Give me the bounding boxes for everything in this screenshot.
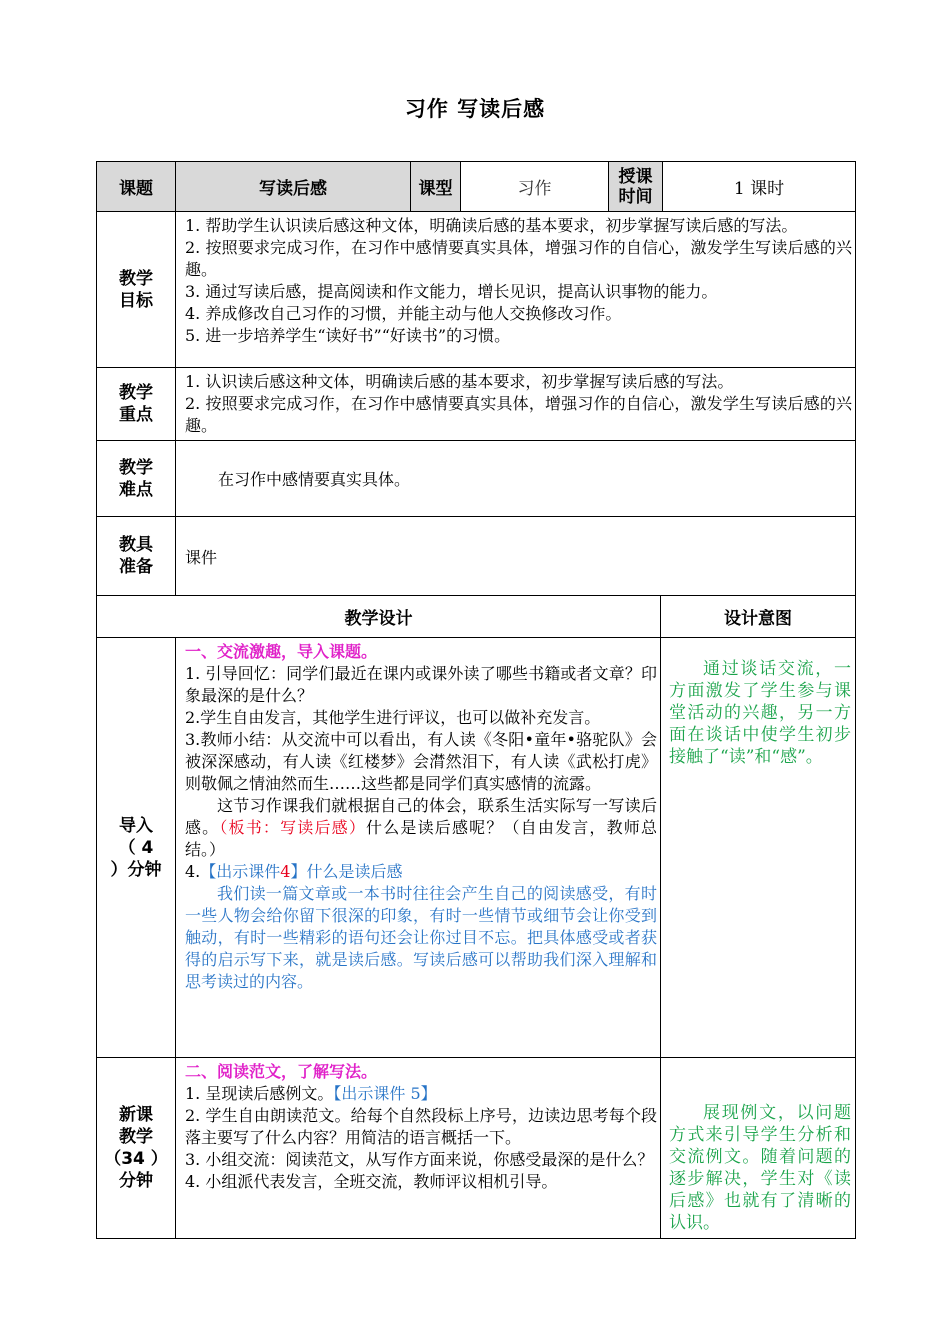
topic-label: 课题 [97,162,176,212]
section1-p6: 我们读一篇文章或一本书时往往会产生自己的阅读感受，有时一些人物会给你留下很深的印象，有时一些情节或细节会让你受到触动，有时一些精彩的语句还会让你过目不忘。把具体感受或者获得的启示写下来，就是读后感。写读后感可以帮助我们深入理解和思考读过的内容。 [185,884,657,991]
section1-label-b: （ 4 [118,837,154,858]
intent-header: 设计意图 [661,596,856,638]
section2-p4: 4. 小组派代表发言，全班交流，教师评议相机引导。 [185,1172,558,1191]
section1-p2: 2.学生自由发言，其他学生进行评议，也可以做补充发言。 [185,708,601,727]
type-label: 课型 [411,162,461,212]
courseware-number: 4 [280,862,291,881]
section1-p4-text-b: 什么是读后感呢？（自由发言，教师总结。） [185,818,657,859]
key-point-item: 2. 按照要求完成习作，在习作中感情要真实具体，增强习作的自信心，激发学生写读后感的兴趣。 [185,394,852,435]
section1-p3: 3.教师小结：从交流中可以看出，有人读《冬阳•童年•骆驼队》会被深深感动，有人读《红楼梦》会潸然泪下，有人读《武松打虎》则敬佩之情油然而生……这些都是同学们真实感情的流露。 [185,730,657,793]
section1-content [176,638,661,1058]
goal-item: 4. 养成修改自己习作的习惯，并能主动与他人交换修改习作。 [185,304,622,323]
section2-label-d: 分钟 [119,1171,153,1191]
goal-item: 5. 进一步培养学生“读好书”“好读书”的习惯。 [185,326,511,345]
section1-row [97,638,856,1058]
section2-content [176,1058,661,1239]
section1-intent: 通过谈话交流，一方面激发了学生参与课堂活动的兴趣，另一方面在谈话中使学生初步接触了“读”和“感”。 [661,638,856,1058]
section2-p3: 3. 小组交流：阅读范文，从写作方面来说，你感受最深的是什么？ [185,1150,654,1169]
board-note: （板书：写读后感） [219,818,367,837]
document-title: 习作 写读后感 [404,97,546,121]
section1-label-c: ）分钟 [110,859,162,880]
header-row [97,162,856,212]
key-points-content [176,368,856,441]
difficulty-content: 在习作中感情要真实具体。 [176,441,856,517]
lesson-plan-table [96,161,856,1239]
goal-item: 1. 帮助学生认识读后感这种文体，明确读后感的基本要求，初步掌握写读后感的写法。 [185,216,798,235]
section1-p4 [185,795,657,861]
section2-label [97,1058,176,1239]
difficulty-row [97,441,856,517]
goals-label: 教学目标 [97,212,176,368]
goals-row [97,212,856,368]
key-points-row [97,368,856,441]
section2-label-b: 教学 [119,1127,153,1147]
section1-label [97,638,176,1058]
section1-heading: 一、交流激趣，导入课题。 [185,642,378,661]
section2-p1-text: 1. 呈现读后感例文。 [185,1084,334,1103]
section2-p2: 2. 学生自由朗读范文。给每个自然段标上序号，边读边思考每个段落主要写了什么内容？用简洁的语言概括一下。 [185,1106,657,1147]
section1-p5 [185,861,657,883]
type-value: 习作 [461,162,609,212]
section2-intent: 展现例文，以问题方式来引导学生分析和交流例文。随着问题的逐步解决，学生对《读后感》也就有了清晰的认识。 [661,1058,856,1239]
courseware-note-b: 】什么是读后感 [290,862,403,881]
section2-row [97,1058,856,1239]
goal-item: 2. 按照要求完成习作，在习作中感情要真实具体，增强习作的自信心，激发学生写读后感的兴趣。 [185,238,852,279]
time-value: 1 课时 [663,162,856,212]
materials-row [97,517,856,596]
key-point-item: 1. 认识读后感这种文体，明确读后感的基本要求，初步掌握写读后感的写法。 [185,372,734,391]
materials-content: 课件 [176,517,856,596]
materials-label: 教具准备 [97,517,176,596]
topic-value: 写读后感 [176,162,411,212]
difficulty-label: 教学难点 [97,441,176,517]
section2-p1 [185,1083,657,1105]
section2-label-c: （34 ） [104,1149,168,1169]
goals-content [176,212,856,368]
courseware-note: 【出示课件 [200,862,281,881]
time-label: 授课时间 [609,162,663,212]
design-header: 教学设计 [97,596,661,638]
key-points-label: 教学重点 [97,368,176,441]
section1-label-a: 导入 [119,815,153,836]
courseware-note-5: 【出示课件 5】 [333,1084,437,1103]
section2-heading: 二、阅读范文，了解写法。 [185,1062,378,1081]
section1-p5-num: 4. [185,862,201,881]
section1-p4-text: 这节习作课我们就根据自己的体会，联系生活实际写一写读后感。 [185,796,657,837]
section2-label-a: 新课 [119,1105,153,1125]
design-header-row [97,596,856,638]
section1-p1: 1. 引导回忆：同学们最近在课内或课外读了哪些书籍或者文章？印象最深的是什么？ [185,664,657,705]
goal-item: 3. 通过写读后感，提高阅读和作文能力，增长见识，提高认识事物的能力。 [185,282,718,301]
